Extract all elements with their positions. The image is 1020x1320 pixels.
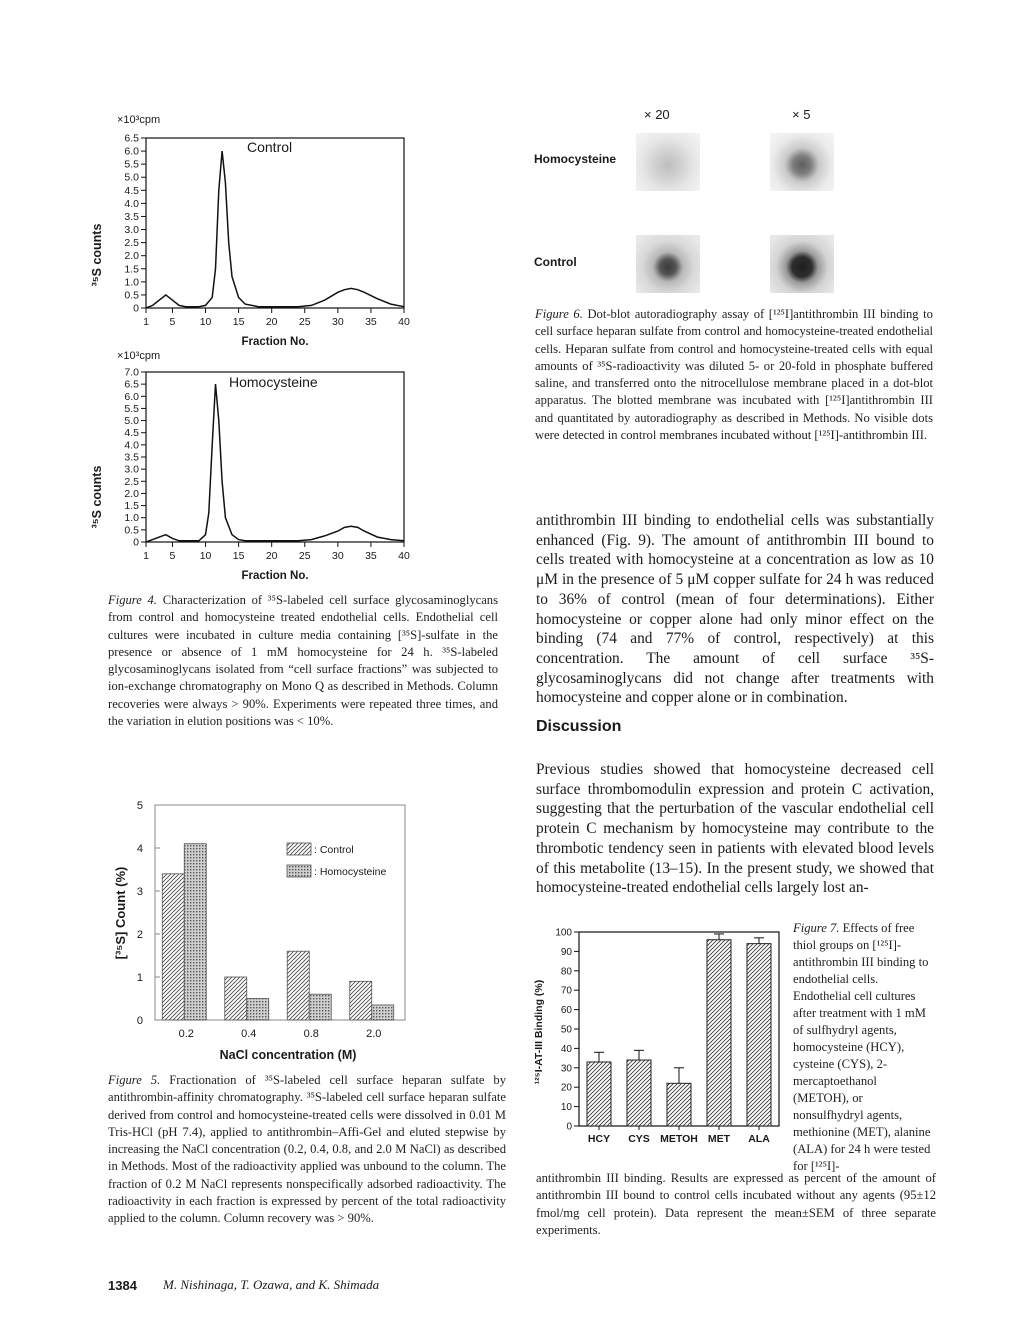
fig5-y-tick-label: 5	[136, 800, 143, 812]
page-number: 1384	[108, 1278, 137, 1293]
fig5-bar-homocysteine-0.4	[247, 999, 269, 1021]
body-paragraph-1: antithrombin III binding to endothelial cells was substantially enhanced (Fig. 9). The amount of antithrombin III bound to cells treated with homocysteine at a concentration as low as 10 μM in the presence of 5 μM copper sulfate for 24 h was reduced to 36% of control (mean of four determinations). Either homocysteine or copper alone had only minor effect on the binding (74 and 77% of control, respectively) at this concentration. The amount of cell surface ³⁵S-glycosaminoglycans did not change after treatments with homocysteine and copper alone or in combination.	[536, 512, 934, 707]
fig7-y-tick-label: 50	[560, 1024, 572, 1036]
fig4-bottom-y-tick-label: 4.5	[124, 427, 139, 440]
fig4-top-y-tick-label: 0.5	[124, 289, 139, 302]
fig4-bottom-y-tick-label: 3.5	[124, 451, 139, 464]
fig7-bar-hcy	[587, 1062, 611, 1126]
fig5-x-tick-label: 0.4	[241, 1028, 257, 1040]
fig7-x-tick-label: ALA	[748, 1133, 770, 1145]
fig4-top-y-ticks	[124, 133, 146, 315]
figure7-caption-label: Figure 7.	[793, 921, 840, 935]
fig7-y-tick-label: 60	[560, 1005, 572, 1017]
discussion-paragraph: Previous studies showed that homocysteine decreased cell surface thrombomodulin expression and protein C activation, suggesting that the perturbation of the vascular endothelial cell protein C mechanism by homocysteine may contribute to the thrombotic tendency seen in patients with elevated blood levels of this metabolite (13–15). In the present study, we showed that homocysteine-treated endothelial cells largely lost an-	[536, 761, 934, 897]
fig4-top-y-tick-label: 2.0	[124, 250, 139, 263]
fig4-bottom-panel-title: Homocysteine	[229, 374, 318, 390]
fig4-bottom-unit-label: ×10³cpm	[117, 350, 161, 362]
footer-authors: M. Nishinaga, T. Ozawa, and K. Shimada	[163, 1277, 380, 1292]
fig4-top-y-tick-label: 3.0	[124, 224, 139, 237]
fig4-bottom-y-tick-label: 1.0	[124, 512, 139, 525]
fig4-bottom-y-tick-label: 6.5	[124, 378, 139, 391]
fig5-bar-control-0.8	[287, 951, 309, 1020]
fig4-bottom-y-tick-label: 2.5	[124, 475, 139, 488]
fig4-homocysteine-trace	[146, 384, 404, 542]
fig4-top-x-tick-label: 5	[169, 316, 176, 328]
fig5-y-tick-label: 0	[136, 1015, 143, 1027]
fig7-y-ticks	[555, 928, 579, 1133]
fig4-top-y-tick-label: 5.0	[124, 171, 139, 184]
fig6-blot-homocysteine-x20	[636, 133, 700, 191]
fig7-x-ticks	[588, 1126, 770, 1145]
fig4-top-x-tick-label: 25	[298, 316, 311, 328]
fig6-col-label-x20: × 20	[644, 107, 670, 122]
figure4-caption-label: Figure 4.	[108, 593, 157, 607]
fig4-control-trace	[146, 151, 404, 308]
fig5-y-tick-label: 3	[136, 886, 143, 898]
figure7-caption-side	[793, 920, 936, 1175]
fig4-bottom-y-tick-label: 5.5	[124, 402, 139, 415]
fig5-bar-homocysteine-2.0	[372, 1005, 394, 1020]
fig7-x-tick-label: HCY	[587, 1133, 611, 1145]
fig7-x-tick-label: MET	[707, 1133, 731, 1145]
fig5-x-label: NaCl concentration (M)	[219, 1048, 357, 1062]
fig5-bar-control-0.2	[162, 874, 184, 1020]
fig7-y-axis-label: ¹²⁵I-AT-III Binding (%)	[533, 979, 545, 1085]
fig4-top-y-tick-label: 0	[133, 302, 139, 315]
fig5-legend-homocysteine-label: : Homocysteine	[314, 866, 387, 878]
fig7-bar-metoh	[667, 1083, 691, 1126]
fig4-top-x-tick-label: 40	[398, 316, 410, 328]
fig7-x-tick-label: CYS	[628, 1133, 650, 1145]
fig4-bottom-x-ticks	[143, 542, 410, 562]
fig4-top-x-tick-label: 30	[332, 316, 344, 328]
fig4-bottom-x-tick-label: 35	[365, 550, 377, 562]
fig4-top-y-tick-label: 2.5	[124, 237, 139, 250]
fig7-y-tick-label: 30	[560, 1063, 572, 1075]
figure7-caption-bottom: antithrombin III binding. Results are expressed as percent of the amount of antithrombin III bound to control cells incubated without any agents (95±12 fmol/mg cell protein). Data represent the mean±SEM of three separate experiments.	[536, 1171, 936, 1237]
fig5-x-ticks	[179, 1028, 382, 1040]
fig5-bar-homocysteine-0.2	[184, 844, 206, 1020]
fig5-bar-control-2.0	[350, 981, 372, 1020]
figure5-caption-label: Figure 5.	[108, 1073, 161, 1087]
fig5-y-tick-label: 2	[136, 929, 143, 941]
fig5-y-tick-label: 4	[136, 843, 143, 855]
fig4-bottom-y-tick-label: 5.0	[124, 415, 139, 428]
fig7-y-tick-label: 80	[560, 966, 572, 978]
fig6-blot-control-x5	[770, 235, 834, 293]
fig7-y-tick-label: 0	[566, 1121, 572, 1133]
fig6-col-label-x5: × 5	[792, 107, 811, 122]
fig4-top-y-axis-label: ³⁵S counts	[90, 223, 104, 287]
fig4-top-plot-frame	[146, 138, 404, 308]
fig4-bottom-y-tick-label: 0.5	[124, 524, 139, 537]
fig5-x-tick-label: 2.0	[366, 1028, 382, 1040]
fig4-top-x-tick-label: 35	[365, 316, 377, 328]
fig5-legend-control-swatch	[287, 843, 311, 855]
fig6-blot-homocysteine-x5	[770, 133, 834, 191]
fig4-top-y-tick-label: 1.0	[124, 276, 139, 289]
figure6-caption-text: Dot-blot autoradiography assay of [¹²⁵I]antithrombin III binding to cell surface heparan sulfate from control and homocysteine-treated endothelial cells. Heparan sulfate from control and homocysteine-treated cells with equal amounts of ³⁵S-radioactivity was diluted 5- or 20-fold in phosphate buffered saline, and transferred onto the nitrocellulose membrane placed in a dot-blot apparatus. The blotted membrane was incubated with [¹²⁵I]antithrombin III and quantitated by autoradiography as described in Methods. No visible dots were detected in control membranes incubated without [¹²⁵I]-antithrombin III.	[535, 307, 933, 443]
fig4-top-x-tick-label: 1	[143, 316, 149, 328]
figure6-caption	[535, 306, 933, 444]
fig4-top-x-tick-label: 15	[232, 316, 245, 328]
figure5-chart	[100, 785, 420, 1070]
fig7-y-tick-label: 40	[560, 1043, 572, 1055]
figure5-caption	[108, 1072, 506, 1228]
fig5-legend-homocysteine-swatch	[287, 865, 311, 877]
fig5-bar-control-0.4	[225, 977, 247, 1020]
figure4-caption	[108, 592, 498, 730]
fig4-top-unit-label: ×10³cpm	[117, 114, 161, 126]
fig4-bottom-plot-frame	[146, 372, 404, 542]
fig4-bottom-x-label: Fraction No.	[241, 570, 309, 582]
fig4-top-y-tick-label: 6.5	[124, 132, 139, 145]
fig4-bottom-y-tick-label: 1.5	[124, 500, 139, 513]
fig4-bottom-y-tick-label: 3.0	[124, 463, 139, 476]
fig5-legend-control-label: : Control	[314, 844, 354, 856]
figure4-chart	[85, 105, 430, 595]
fig4-bottom-y-tick-label: 2.0	[124, 487, 139, 500]
fig4-top-panel-title: Control	[247, 139, 293, 155]
fig4-top-x-tick-label: 10	[199, 316, 212, 328]
fig4-top-y-tick-label: 6.0	[124, 145, 139, 158]
fig4-top-y-tick-label: 4.5	[124, 184, 139, 197]
fig4-bottom-x-tick-label: 15	[232, 550, 245, 562]
fig7-y-tick-label: 10	[560, 1102, 572, 1114]
fig4-bottom-x-tick-label: 25	[298, 550, 311, 562]
fig7-y-tick-label: 100	[555, 927, 572, 939]
fig4-bottom-y-axis-label: ³⁵S counts	[90, 465, 104, 529]
fig7-bar-ala	[747, 944, 771, 1126]
figure6-dot-blot	[530, 105, 940, 305]
figure4-caption-text: Characterization of ³⁵S-labeled cell surface glycosaminoglycans from control and homocysteine treated endothelial cells. Endothelial cell cultures were incubated in culture media containing [³⁵S]-sulfate in the presence or absence of 1 mM homocysteine for 24 h. ³⁵S-labeled glycosaminoglycans isolated from “cell surface fractions” was subjected to ion-exchange chromatography on Mono Q as described in Methods. Column recoveries were always > 90%. Experiments were repeated three times, and the variation in elution positions was < 10%.	[108, 593, 499, 729]
figure7-chart	[525, 920, 793, 1150]
fig4-bottom-x-tick-label: 1	[143, 550, 149, 562]
fig7-bar-met	[707, 940, 731, 1126]
fig4-bottom-y-tick-label: 0	[133, 536, 139, 549]
fig5-y-axis-label: [³⁵S] Count (%)	[113, 866, 128, 960]
fig4-top-y-tick-label: 1.5	[124, 263, 139, 276]
fig7-y-tick-label: 20	[560, 1082, 572, 1094]
figure5-caption-text: Fractionation of ³⁵S-labeled cell surface heparan sulfate by antithrombin-affinity chromatography. ³⁵S-labeled cell surface heparan sulfate derived from control and homocysteine-treated cells were dissolved in 0.01 M Tris-HCl (pH 7.4), applied to antithrombin–Affi-Gel and eluted stepwise by increasing the NaCl concentration (0.2, 0.4, 0.8, and 2.0 M NaCl) as described in Methods. Most of the radioactivity applied was unbound to the column. The fraction of 0.2 M NaCl represents nonspecifically adsorbed radioactivity. The radioactivity in each fraction is expressed by percent of the total radioactivity applied to the column. Column recovery was > 90%.	[108, 1073, 506, 1226]
fig5-y-tick-label: 1	[136, 972, 143, 984]
fig4-top-y-tick-label: 3.5	[124, 210, 139, 223]
fig5-y-ticks	[137, 800, 160, 1027]
fig7-y-tick-label: 70	[560, 985, 572, 997]
fig7-bar-cys	[627, 1060, 651, 1126]
figure7-caption-side-text: Effects of free thiol groups on [¹²⁵I]-antithrombin III binding to endothelial cells. Endothelial cell cultures after treatment with 1 mM of sulfhydryl agents, homocysteine (HCY), cysteine (CYS), 2-mercaptoethanol (METOH), or nonsulfhydryl agents, methionine (MET), alanine (ALA) for 24 h were tested for [¹²⁵I]-	[793, 921, 931, 1173]
fig4-top-y-tick-label: 4.0	[124, 197, 139, 210]
fig6-row-label-control: Control	[534, 255, 577, 269]
fig4-bottom-x-tick-label: 30	[332, 550, 344, 562]
fig7-y-tick-label: 90	[560, 946, 572, 958]
discussion-heading: Discussion	[536, 718, 622, 735]
fig4-top-y-tick-label: 5.5	[124, 158, 139, 171]
fig5-x-tick-label: 0.2	[178, 1028, 194, 1040]
fig4-top-x-label: Fraction No.	[241, 336, 309, 348]
fig4-bottom-y-tick-label: 4.0	[124, 439, 139, 452]
fig6-row-label-homocysteine: Homocysteine	[534, 152, 617, 166]
fig4-bottom-x-tick-label: 10	[199, 550, 212, 562]
fig4-bottom-y-tick-label: 7.0	[124, 366, 139, 379]
fig4-bottom-x-tick-label: 40	[398, 550, 410, 562]
fig4-top-x-ticks	[143, 308, 410, 328]
fig7-x-tick-label: METOH	[660, 1133, 698, 1145]
fig4-bottom-x-tick-label: 5	[169, 550, 176, 562]
fig4-bottom-y-ticks	[124, 367, 146, 549]
fig4-top-x-tick-label: 20	[265, 316, 278, 328]
fig7-bars	[587, 934, 771, 1126]
fig5-x-tick-label: 0.8	[303, 1028, 319, 1040]
figure6-caption-label: Figure 6.	[535, 307, 583, 321]
fig5-bar-homocysteine-0.8	[309, 994, 331, 1020]
fig4-bottom-x-tick-label: 20	[265, 550, 278, 562]
fig6-blot-control-x20	[636, 235, 700, 293]
fig4-bottom-y-tick-label: 6.0	[124, 390, 139, 403]
